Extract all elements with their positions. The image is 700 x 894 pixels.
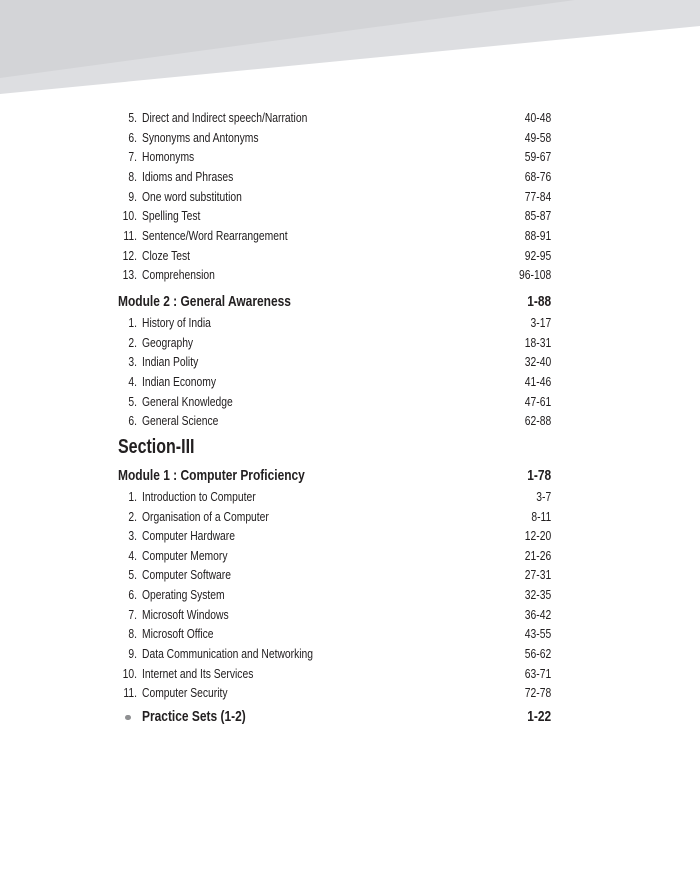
entry-number: 4. — [128, 548, 137, 563]
entry-page-range: 18-31 — [524, 335, 551, 350]
entry-number: 1. — [128, 315, 137, 330]
entry-number: 7. — [128, 607, 137, 622]
entry-title: Data Communication and Networking — [142, 647, 314, 662]
entry-page-range: 36-42 — [524, 607, 551, 622]
practice-sets-page-range: 1-22 — [527, 709, 551, 726]
toc-row-item — [118, 314, 551, 334]
entry-number: 6. — [128, 588, 137, 603]
entry-page-range: 63-71 — [524, 666, 551, 681]
practice-sets-title: Practice Sets (1-2) — [141, 709, 246, 726]
entry-title: Computer Security — [142, 686, 228, 701]
toc-row-item — [118, 207, 551, 227]
toc-row-bullet — [118, 707, 551, 728]
toc-row-item — [118, 566, 551, 586]
entry-number: 4. — [128, 374, 137, 389]
section-heading: Section-III — [118, 435, 195, 458]
entry-number: 10. — [122, 209, 137, 224]
entry-number: 2. — [128, 509, 137, 524]
toc-row-item — [118, 527, 551, 547]
entry-title: General Science — [142, 414, 219, 429]
entry-title: General Knowledge — [142, 394, 233, 409]
entry-number: 11. — [123, 228, 137, 243]
entry-page-range: 68-76 — [524, 169, 551, 184]
toc-row-item — [118, 488, 551, 508]
entry-page-range: 59-67 — [524, 150, 551, 165]
entry-title: One word substitution — [142, 189, 242, 204]
entry-title: Computer Memory — [142, 548, 228, 563]
entry-page-range: 32-40 — [524, 355, 551, 370]
entry-title: Internet and Its Services — [142, 666, 254, 681]
entry-title: Homonyms — [142, 150, 195, 165]
entry-title: Idioms and Phrases — [142, 169, 234, 184]
entry-page-range: 47-61 — [524, 394, 551, 409]
entry-title: Microsoft Office — [142, 627, 214, 642]
entry-title: Direct and Indirect speech/Narration — [142, 111, 308, 125]
toc-row-item — [118, 665, 551, 685]
entry-number: 3. — [128, 355, 137, 370]
entry-page-range: 43-55 — [524, 627, 551, 642]
toc-row-item — [118, 334, 551, 354]
entry-number: 8. — [128, 627, 137, 642]
toc-row-item — [118, 393, 551, 413]
entry-page-range: 32-35 — [524, 588, 551, 603]
entry-number: 5. — [128, 111, 137, 125]
toc-row-item — [118, 247, 551, 267]
entry-page-range: 12-20 — [524, 529, 551, 544]
entry-number: 12. — [122, 248, 137, 263]
module-heading: Module 1 : Computer Proficiency — [118, 467, 305, 484]
entry-title: History of India — [142, 315, 211, 330]
toc-row-item — [118, 266, 551, 286]
table-of-contents — [118, 109, 551, 728]
toc-row-item — [118, 586, 551, 606]
toc-row-item — [118, 508, 551, 528]
module-page-range: 1-88 — [527, 293, 551, 310]
entry-title: Indian Polity — [142, 355, 199, 370]
entry-page-range: 3-17 — [530, 315, 551, 330]
module-page-range: 1-78 — [527, 467, 551, 484]
entry-title: Sentence/Word Rearrangement — [142, 228, 288, 243]
bullet-dot-icon — [125, 715, 131, 721]
entry-number: 2. — [128, 335, 137, 350]
entry-title: Comprehension — [142, 268, 215, 283]
entry-number: 10. — [122, 666, 137, 681]
toc-row-module — [118, 291, 551, 313]
toc-row-item — [118, 373, 551, 393]
entry-number: 7. — [128, 150, 137, 165]
toc-row-item — [118, 353, 551, 373]
entry-title: Introduction to Computer — [142, 489, 256, 504]
entry-number: 6. — [128, 414, 137, 429]
toc-row-section — [118, 434, 551, 460]
entry-page-range: 40-48 — [524, 111, 551, 125]
entry-title: Indian Economy — [142, 374, 217, 389]
entry-number: 5. — [128, 568, 137, 583]
entry-page-range: 77-84 — [524, 189, 551, 204]
entry-number: 6. — [128, 130, 137, 145]
entry-number: 13. — [122, 268, 137, 283]
toc-row-item — [118, 684, 551, 704]
entry-page-range: 88-91 — [524, 228, 551, 243]
module-heading: Module 2 : General Awareness — [118, 293, 291, 310]
toc-row-item — [118, 148, 551, 168]
entry-title: Geography — [142, 335, 194, 350]
entry-number: 8. — [128, 169, 137, 184]
entry-title: Synonyms and Antonyms — [142, 130, 259, 145]
toc-row-item — [118, 412, 551, 432]
entry-page-range: 85-87 — [524, 209, 551, 224]
toc-row-item — [118, 188, 551, 208]
entry-page-range: 96-108 — [518, 268, 551, 283]
toc-row-item — [118, 168, 551, 188]
toc-row-module — [118, 465, 551, 487]
entry-title: Operating System — [142, 588, 225, 603]
toc-row-item — [118, 227, 551, 247]
entry-page-range: 92-95 — [524, 248, 551, 263]
entry-page-range: 3-7 — [536, 489, 551, 504]
entry-page-range: 56-62 — [524, 647, 551, 662]
entry-number: 1. — [128, 489, 137, 504]
toc-row-item — [118, 625, 551, 645]
entry-page-range: 49-58 — [524, 130, 551, 145]
entry-page-range: 27-31 — [524, 568, 551, 583]
entry-title: Microsoft Windows — [142, 607, 229, 622]
toc-row-item — [118, 547, 551, 567]
entry-title: Computer Software — [142, 568, 231, 583]
entry-number: 9. — [128, 189, 137, 204]
entry-page-range: 41-46 — [524, 374, 551, 389]
entry-number: 11. — [123, 686, 137, 701]
entry-page-range: 8-11 — [531, 509, 551, 524]
toc-row-item — [118, 606, 551, 626]
toc-row-item — [118, 129, 551, 149]
entry-title: Cloze Test — [142, 248, 191, 263]
entry-page-range: 72-78 — [524, 686, 551, 701]
entry-title: Spelling Test — [142, 209, 201, 224]
entry-page-range: 21-26 — [524, 548, 551, 563]
entry-number: 9. — [128, 647, 137, 662]
entry-title: Organisation of a Computer — [142, 509, 269, 524]
entry-number: 5. — [128, 394, 137, 409]
entry-number: 3. — [128, 529, 137, 544]
entry-page-range: 62-88 — [524, 414, 551, 429]
toc-row-item — [118, 645, 551, 665]
entry-title: Computer Hardware — [142, 529, 235, 544]
toc-row-item — [118, 109, 551, 129]
